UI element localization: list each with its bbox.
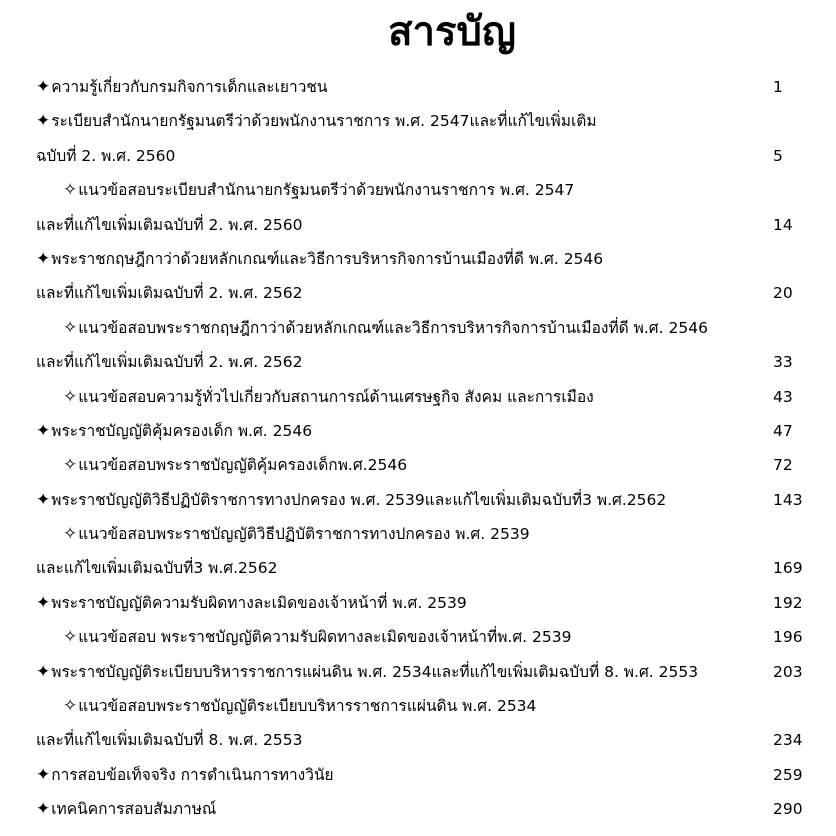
four-point-star-icon: ✦ xyxy=(36,77,51,97)
toc-entry xyxy=(0,723,836,757)
outlined-star-icon: ✧ xyxy=(63,180,78,201)
toc-entry-label: และแก้ไขเพิ่มเติมฉบับที่3 พ.ศ.2562 xyxy=(36,559,278,578)
toc-entry-label: และที่แก้ไขเพิ่มเติมฉบับที่ 2. พ.ศ. 2560 xyxy=(36,215,303,234)
toc-entry-page: 5 xyxy=(773,146,783,165)
toc-entry-label: พระราชบัญญัติความรับผิดทางละเมิดของเจ้าหน้าที่ พ.ศ. 2539 xyxy=(51,593,467,612)
toc-entry-page: 203 xyxy=(773,662,803,681)
toc-entry-page: 47 xyxy=(773,421,793,440)
toc-entry-label: และที่แก้ไขเพิ่มเติมฉบับที่ 8. พ.ศ. 2553 xyxy=(36,731,303,750)
toc-entry-text xyxy=(36,655,698,689)
toc-entry-page: 143 xyxy=(773,490,803,509)
outlined-star-icon: ✧ xyxy=(63,317,78,338)
toc-entry-label: แนวข้อสอบระเบียบสำนักนายกรัฐมนตรีว่าด้วยพนักงานราชการ พ.ศ. 2547 xyxy=(78,181,575,200)
outlined-star-icon: ✧ xyxy=(63,455,78,476)
toc-entry-text xyxy=(36,139,175,173)
toc-entry-page: 43 xyxy=(773,387,793,406)
toc-entry-label: พระราชกฤษฎีกาว่าด้วยหลักเกณฑ์และวิธีการบริหารกิจการบ้านเมืองที่ดี พ.ศ. 2546 xyxy=(51,249,604,268)
toc-entry-label: แนวข้อสอบพระราชบัญญัติระเบียบบริหารราชการแผ่นดิน พ.ศ. 2534 xyxy=(78,697,537,716)
toc-entry xyxy=(0,483,836,517)
toc-entry xyxy=(0,311,836,345)
four-point-star-icon: ✦ xyxy=(36,764,51,785)
toc-entry xyxy=(0,173,836,207)
toc-entry xyxy=(0,70,836,104)
toc-entry-label: ความรู้เกี่ยวกับกรมกิจการเด็กและเยาวชน xyxy=(51,78,328,96)
outlined-star-icon: ✧ xyxy=(63,386,78,407)
four-point-star-icon: ✦ xyxy=(36,420,51,441)
toc-entry xyxy=(0,104,836,138)
toc-entry-label: แนวข้อสอบพระราชบัญญัติวิธีปฏิบัติราชการทางปกครอง พ.ศ. 2539 xyxy=(78,525,530,544)
toc-entry-text xyxy=(63,689,536,723)
toc-entry xyxy=(0,345,836,379)
toc-entry-text xyxy=(36,276,303,310)
toc-entry xyxy=(0,792,836,826)
toc-entry-text xyxy=(36,414,312,448)
toc-entry xyxy=(0,551,836,585)
toc-entry-label: ระเบียบสำนักนายกรัฐมนตรีว่าด้วยพนักงานราชการ พ.ศ. 2547และที่แก้ไขเพิ่มเติม xyxy=(51,112,597,131)
toc-entry xyxy=(0,414,836,448)
toc-entry-text xyxy=(36,208,303,242)
outlined-star-icon: ✧ xyxy=(63,627,78,648)
four-point-star-icon: ✦ xyxy=(36,661,51,682)
toc-entry-page: 1 xyxy=(773,78,783,96)
outlined-star-icon: ✧ xyxy=(63,524,78,545)
toc-entry-label: เทคนิคการสอบสัมภาษณ์ xyxy=(51,800,217,819)
toc-entry-text xyxy=(36,723,303,757)
toc-entry xyxy=(0,655,836,689)
toc-entry-page: 290 xyxy=(773,800,803,819)
toc-entry xyxy=(0,242,836,276)
toc-entry-text xyxy=(36,551,278,585)
toc-entry-label: แนวข้อสอบพระราชบัญญัติคุ้มครองเด็กพ.ศ.2546 xyxy=(78,456,408,475)
toc-entry-text xyxy=(36,70,328,104)
four-point-star-icon: ✦ xyxy=(36,592,51,613)
toc-entry-label: แนวข้อสอบ พระราชบัญญัติความรับผิดทางละเมิดของเจ้าหน้าที่พ.ศ. 2539 xyxy=(78,628,572,647)
toc-entry-page: 72 xyxy=(773,456,793,475)
four-point-star-icon: ✦ xyxy=(36,799,51,820)
page-title: สารบัญ xyxy=(388,9,516,55)
toc-entry-label: แนวข้อสอบความรู้ทั่วไปเกี่ยวกับสถานการณ์ด้านเศรษฐกิจ สังคม และการเมือง xyxy=(78,387,594,406)
toc-entry xyxy=(0,448,836,482)
toc-entry xyxy=(0,758,836,792)
toc-entry-text xyxy=(36,758,334,792)
four-point-star-icon: ✦ xyxy=(36,248,51,269)
toc-entry-page: 14 xyxy=(773,215,793,234)
toc-entry xyxy=(0,208,836,242)
four-point-star-icon: ✦ xyxy=(36,111,51,132)
four-point-star-icon: ✦ xyxy=(36,489,51,510)
toc-entry-text xyxy=(36,792,216,826)
table-of-contents xyxy=(0,70,836,827)
toc-entry xyxy=(0,586,836,620)
toc-entry-text xyxy=(63,311,708,345)
toc-entry xyxy=(0,276,836,310)
toc-entry-label: พระราชบัญญัติคุ้มครองเด็ก พ.ศ. 2546 xyxy=(51,421,313,440)
toc-entry-label: พระราชบัญญัติวิธีปฏิบัติราชการทางปกครอง พ.ศ. 2539และแก้ไขเพิ่มเติมฉบับที่3 พ.ศ.2562 xyxy=(51,490,667,509)
toc-entry-text xyxy=(36,345,303,379)
toc-entry-text xyxy=(63,620,572,654)
toc-entry-label: ฉบับที่ 2. พ.ศ. 2560 xyxy=(36,146,176,165)
toc-entry-text xyxy=(36,242,603,276)
toc-entry xyxy=(0,689,836,723)
toc-entry xyxy=(0,380,836,414)
toc-entry-page: 234 xyxy=(773,731,803,750)
toc-entry-text xyxy=(63,380,594,414)
toc-entry-page: 196 xyxy=(773,628,803,647)
outlined-star-icon: ✧ xyxy=(63,696,78,717)
toc-entry-page: 33 xyxy=(773,353,793,372)
toc-entry-label: และที่แก้ไขเพิ่มเติมฉบับที่ 2. พ.ศ. 2562 xyxy=(36,284,303,303)
toc-entry-text xyxy=(36,483,666,517)
toc-entry-page: 169 xyxy=(773,559,803,578)
toc-entry xyxy=(0,517,836,551)
toc-entry-page: 192 xyxy=(773,593,803,612)
toc-entry-text xyxy=(36,104,597,138)
toc-entry-text xyxy=(36,586,467,620)
toc-entry-label: แนวข้อสอบพระราชกฤษฎีกาว่าด้วยหลักเกณฑ์และวิธีการบริหารกิจการบ้านเมืองที่ดี พ.ศ. 2546 xyxy=(78,318,708,337)
toc-entry-label: การสอบข้อเท็จจริง การดำเนินการทางวินัย xyxy=(51,765,334,784)
toc-entry-label: พระราชบัญญัติระเบียบบริหารราชการแผ่นดิน พ.ศ. 2534และที่แก้ไขเพิ่มเติมฉบับที่ 8. พ.ศ. 2553 xyxy=(51,662,699,681)
toc-entry-text xyxy=(63,448,407,482)
toc-entry-page: 259 xyxy=(773,765,803,784)
toc-entry-label: และที่แก้ไขเพิ่มเติมฉบับที่ 2. พ.ศ. 2562 xyxy=(36,353,303,372)
toc-entry-page: 20 xyxy=(773,284,793,303)
toc-entry-text xyxy=(63,173,574,207)
toc-entry xyxy=(0,139,836,173)
toc-entry xyxy=(0,620,836,654)
toc-entry-text xyxy=(63,517,530,551)
